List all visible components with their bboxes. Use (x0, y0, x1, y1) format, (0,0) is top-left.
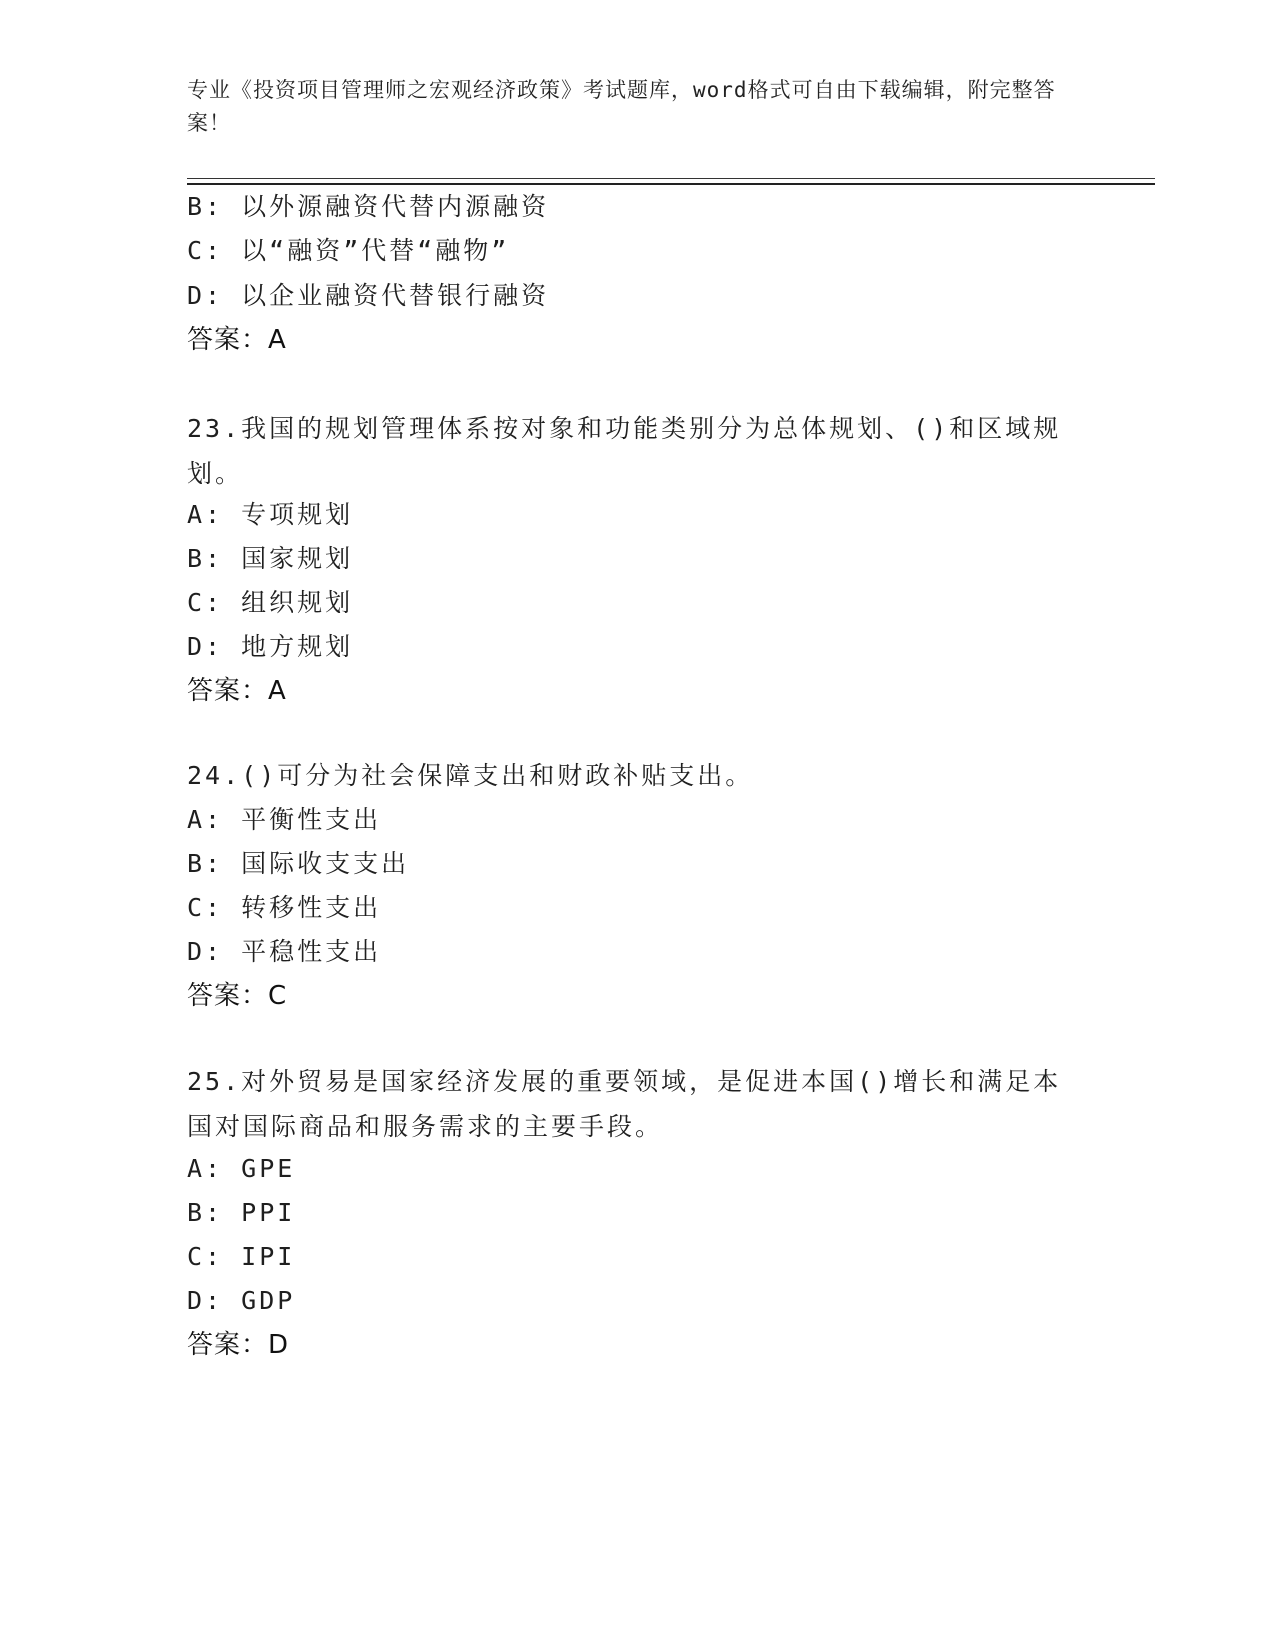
q23-option-c: C: 组织规划 (187, 588, 354, 617)
q22-option-b: B: 以外源融资代替内源融资 (187, 192, 550, 221)
header-divider-thin (187, 178, 1155, 179)
q25-answer: 答案：D (187, 1330, 290, 1360)
q23-option-a: A: 专项规划 (187, 500, 354, 529)
q23-answer: 答案：A (187, 676, 287, 706)
q22-answer: 答案：A (187, 325, 287, 355)
q23-option-d: D: 地方规划 (187, 632, 354, 661)
q22-option-c: C: 以“融资”代替“融物” (187, 236, 510, 265)
q22-option-d: D: 以企业融资代替银行融资 (187, 281, 550, 310)
q24-option-b: B: 国际收支支出 (187, 849, 410, 878)
header-divider-thick (187, 183, 1155, 185)
q24-option-c: C: 转移性支出 (187, 893, 382, 922)
q25-option-c: C: IPI (187, 1242, 296, 1271)
document-header-note: 专业《投资项目管理师之宏观经济政策》考试题库，word格式可自由下载编辑，附完整答案！ (187, 78, 1056, 135)
q25-stem: 25.对外贸易是国家经济发展的重要领域，是促进本国()增长和满足本国对国际商品和服务需求的主要手段。 (187, 1067, 1062, 1141)
q25-option-d: D: GDP (187, 1286, 296, 1315)
q25-option-a: A: GPE (187, 1154, 296, 1183)
q24-stem: 24.()可分为社会保障支出和财政补贴支出。 (187, 761, 754, 790)
q24-option-d: D: 平稳性支出 (187, 937, 382, 966)
q23-stem: 23.我国的规划管理体系按对象和功能类别分为总体规划、()和区域规划。 (187, 414, 1062, 488)
q23-option-b: B: 国家规划 (187, 544, 354, 573)
q25-option-b: B: PPI (187, 1198, 296, 1227)
q24-answer: 答案：C (187, 981, 288, 1011)
q24-option-a: A: 平衡性支出 (187, 805, 382, 834)
